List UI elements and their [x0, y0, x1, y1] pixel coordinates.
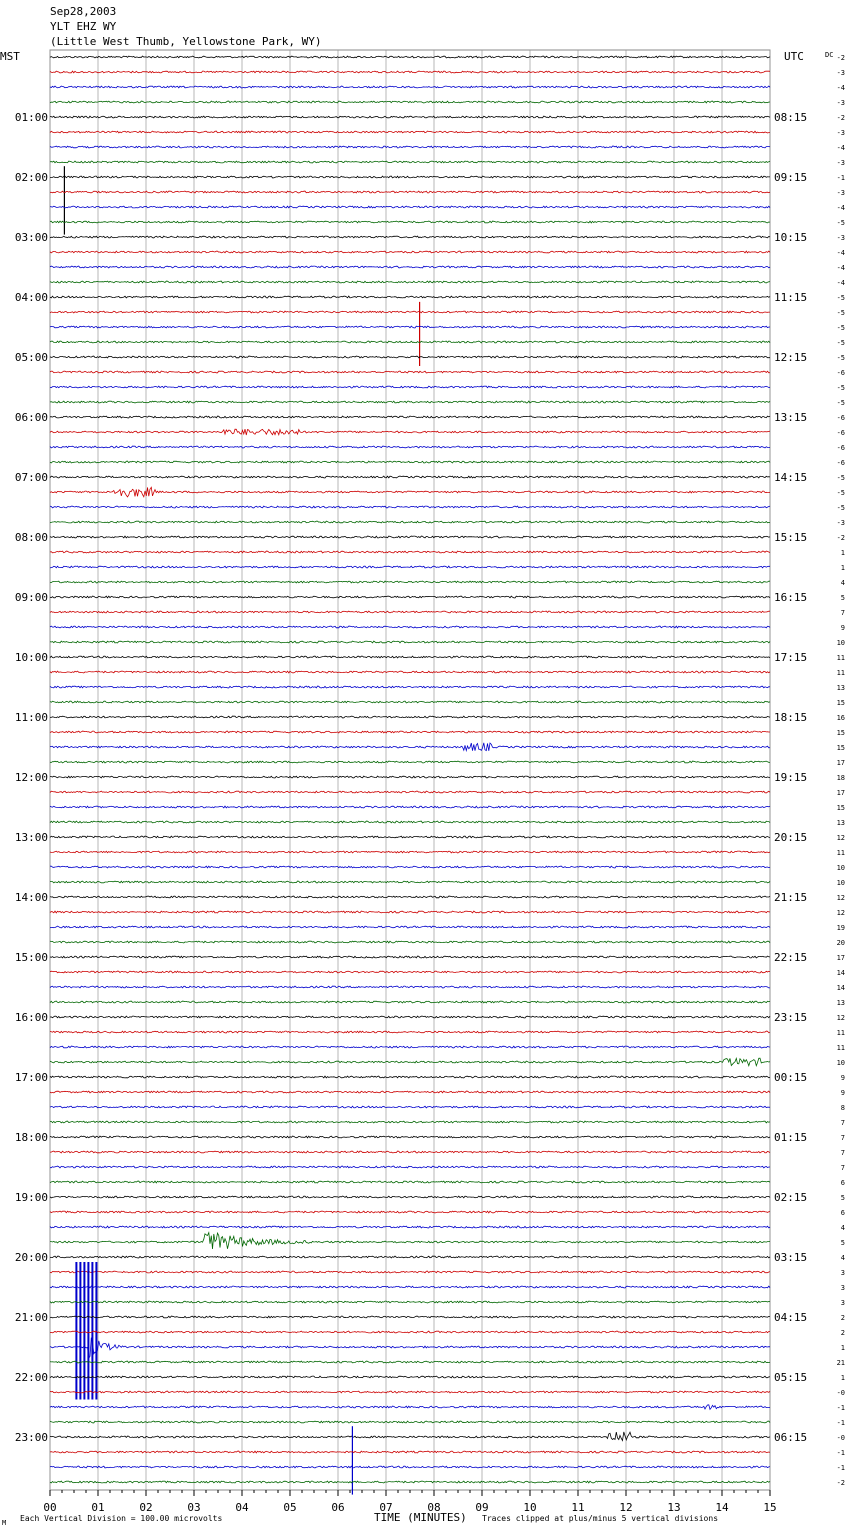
- trace-line-33: [50, 551, 770, 553]
- right-hour-label: 06:15: [774, 1431, 808, 1444]
- dc-offset-value: 9: [840, 624, 845, 632]
- trace-line-80: [50, 1256, 770, 1258]
- left-timezone-label: MST: [0, 50, 20, 63]
- trace-line-32: [50, 536, 770, 538]
- x-tick-label: 11: [571, 1501, 585, 1514]
- dc-offset-value: 3: [840, 1299, 845, 1307]
- dc-offset-value: 4: [840, 579, 845, 587]
- dc-offset-value: -0: [836, 1389, 845, 1397]
- trace-line-34: [50, 566, 770, 568]
- trace-line-85: [50, 1331, 770, 1333]
- trace-line-9: [50, 191, 770, 193]
- left-hour-label: 23:00: [14, 1431, 48, 1444]
- trace-line-31: [50, 521, 770, 523]
- dc-offset-value: 7: [840, 1134, 845, 1142]
- dc-offset-value: 2: [840, 1329, 845, 1337]
- trace-line-8: [50, 176, 770, 178]
- dc-offset-value: 1: [840, 1374, 845, 1382]
- trace-line-62: [50, 986, 770, 988]
- dc-offset-value: 11: [836, 1044, 845, 1052]
- dc-offset-value: 17: [836, 789, 845, 797]
- dc-offset-value: 12: [836, 894, 845, 902]
- dc-offset-value: -2: [836, 1479, 845, 1487]
- dc-offset-value: -2: [836, 534, 845, 542]
- dc-offset-value: 9: [840, 1074, 845, 1082]
- trace-line-1: [50, 71, 770, 73]
- scale-note: Each Vertical Division = 100.00 microvolts: [20, 1514, 223, 1523]
- dc-offset-header: DC: [825, 51, 834, 59]
- left-hour-label: 15:00: [14, 951, 48, 964]
- dc-offset-value: 17: [836, 954, 845, 962]
- trace-line-38: [50, 626, 770, 628]
- trace-line-30: [50, 506, 770, 508]
- trace-line-47: [50, 761, 770, 763]
- dc-offset-value: 7: [840, 609, 845, 617]
- trace-line-70: [50, 1106, 770, 1108]
- trace-line-23: [50, 401, 770, 403]
- trace-line-71: [50, 1121, 770, 1123]
- dc-offset-value: 12: [836, 1014, 845, 1022]
- x-tick-label: 02: [139, 1501, 153, 1514]
- left-hour-label: 17:00: [14, 1071, 48, 1084]
- x-tick-label: 14: [715, 1501, 729, 1514]
- right-hour-label: 02:15: [774, 1191, 808, 1204]
- trace-line-83: [50, 1301, 770, 1303]
- dc-offset-value: 11: [836, 849, 845, 857]
- dc-offset-value: 11: [836, 669, 845, 677]
- left-hour-label: 09:00: [14, 591, 48, 604]
- dc-offset-value: -6: [836, 369, 845, 377]
- dc-offset-value: 5: [840, 1239, 845, 1247]
- dc-offset-value: -1: [836, 1449, 845, 1457]
- right-hour-label: 00:15: [774, 1071, 808, 1084]
- dc-offset-value: -5: [836, 219, 845, 227]
- trace-line-15: [50, 281, 770, 283]
- dc-offset-value: 5: [840, 594, 845, 602]
- dc-offset-value: 6: [840, 1209, 845, 1217]
- right-hour-label: 09:15: [774, 171, 808, 184]
- trace-line-69: [50, 1091, 770, 1093]
- trace-line-75: [50, 1181, 770, 1183]
- dc-offset-value: 13: [836, 999, 845, 1007]
- dc-offset-value: -1: [836, 1404, 845, 1412]
- left-hour-label: 06:00: [14, 411, 48, 424]
- dc-offset-value: -5: [836, 294, 845, 302]
- x-tick-label: 03: [187, 1501, 201, 1514]
- dc-offset-value: 11: [836, 1029, 845, 1037]
- dc-offset-value: -5: [836, 399, 845, 407]
- trace-line-63: [50, 1001, 770, 1003]
- trace-line-50: [50, 806, 770, 808]
- x-tick-label: 01: [91, 1501, 105, 1514]
- dc-offset-value: 13: [836, 684, 845, 692]
- trace-line-20: [50, 356, 770, 358]
- trace-line-45: [50, 731, 770, 733]
- dc-offset-value: 10: [836, 879, 845, 887]
- trace-line-77: [50, 1211, 770, 1213]
- dc-offset-value: -6: [836, 459, 845, 467]
- dc-offset-value: 10: [836, 864, 845, 872]
- trace-line-73: [50, 1151, 770, 1153]
- trace-line-6: [50, 146, 770, 148]
- trace-line-57: [50, 911, 770, 913]
- dc-offset-value: -5: [836, 474, 845, 482]
- trace-line-94: [50, 1466, 770, 1468]
- dc-offset-value: 14: [836, 969, 845, 977]
- trace-line-28: [50, 476, 770, 478]
- trace-line-65: [50, 1031, 770, 1033]
- left-hour-label: 22:00: [14, 1371, 48, 1384]
- x-tick-label: 13: [667, 1501, 681, 1514]
- dc-offset-value: -4: [836, 249, 845, 257]
- trace-line-17: [50, 311, 770, 313]
- trace-line-18: [50, 326, 770, 328]
- trace-line-14: [50, 266, 770, 268]
- trace-line-42: [50, 686, 770, 688]
- trace-line-81: [50, 1271, 770, 1273]
- trace-line-39: [50, 641, 770, 643]
- trace-line-26: [50, 446, 770, 448]
- right-hour-label: 22:15: [774, 951, 808, 964]
- dc-offset-value: 15: [836, 699, 845, 707]
- dc-offset-value: 9: [840, 1089, 845, 1097]
- trace-line-78: [50, 1226, 770, 1228]
- dc-offset-value: -3: [836, 99, 845, 107]
- trace-line-43: [50, 701, 770, 703]
- dc-offset-value: 12: [836, 834, 845, 842]
- trace-line-37: [50, 611, 770, 613]
- dc-offset-value: -5: [836, 324, 845, 332]
- dc-offset-value: -6: [836, 414, 845, 422]
- trace-line-88: [50, 1376, 770, 1378]
- dc-offset-value: -5: [836, 309, 845, 317]
- dc-offset-value: 7: [840, 1149, 845, 1157]
- trace-line-5: [50, 131, 770, 133]
- dc-offset-value: 16: [836, 714, 845, 722]
- left-hour-label: 04:00: [14, 291, 48, 304]
- trace-line-19: [50, 341, 770, 343]
- corner-mark: M: [2, 1519, 7, 1527]
- trace-line-46: [50, 743, 770, 751]
- dc-offset-value: -5: [836, 354, 845, 362]
- right-hour-label: 18:15: [774, 711, 808, 724]
- trace-line-4: [50, 116, 770, 118]
- left-hour-label: 19:00: [14, 1191, 48, 1204]
- dc-offset-value: -0: [836, 1434, 845, 1442]
- trace-line-79: [50, 1233, 770, 1249]
- trace-line-61: [50, 971, 770, 973]
- dc-offset-value: -6: [836, 429, 845, 437]
- trace-line-64: [50, 1016, 770, 1018]
- trace-line-90: [50, 1405, 770, 1410]
- dc-offset-value: -6: [836, 444, 845, 452]
- dc-offset-value: -2: [836, 54, 845, 62]
- dc-offset-value: 7: [840, 1119, 845, 1127]
- right-hour-label: 23:15: [774, 1011, 808, 1024]
- left-hour-label: 14:00: [14, 891, 48, 904]
- dc-offset-value: 5: [840, 1194, 845, 1202]
- trace-line-54: [50, 866, 770, 868]
- left-hour-label: 21:00: [14, 1311, 48, 1324]
- dc-offset-value: -3: [836, 129, 845, 137]
- trace-line-27: [50, 461, 770, 463]
- dc-offset-value: -4: [836, 144, 845, 152]
- x-tick-label: 09: [475, 1501, 489, 1514]
- dc-offset-value: 7: [840, 1164, 845, 1172]
- x-tick-label: 12: [619, 1501, 633, 1514]
- trace-line-10: [50, 206, 770, 208]
- trace-line-24: [50, 416, 770, 418]
- dc-offset-value: -4: [836, 204, 845, 212]
- left-hour-label: 05:00: [14, 351, 48, 364]
- trace-line-68: [50, 1076, 770, 1078]
- trace-line-58: [50, 926, 770, 928]
- dc-offset-value: -4: [836, 264, 845, 272]
- dc-offset-value: 12: [836, 909, 845, 917]
- trace-line-84: [50, 1316, 770, 1318]
- right-hour-label: 16:15: [774, 591, 808, 604]
- trace-line-76: [50, 1196, 770, 1198]
- trace-line-29: [50, 487, 770, 497]
- trace-line-87: [50, 1361, 770, 1363]
- x-axis-label: TIME (MINUTES): [374, 1511, 467, 1524]
- right-hour-label: 04:15: [774, 1311, 808, 1324]
- dc-offset-value: 17: [836, 759, 845, 767]
- dc-offset-value: 11: [836, 654, 845, 662]
- dc-offset-value: 6: [840, 1179, 845, 1187]
- trace-line-0: [50, 56, 770, 58]
- x-tick-label: 04: [235, 1501, 249, 1514]
- trace-line-91: [50, 1421, 770, 1423]
- dc-offset-value: -1: [836, 1464, 845, 1472]
- dc-offset-value: 13: [836, 819, 845, 827]
- left-hour-label: 20:00: [14, 1251, 48, 1264]
- dc-offset-value: 19: [836, 924, 845, 932]
- dc-offset-value: 20: [836, 939, 845, 947]
- trace-line-51: [50, 821, 770, 823]
- right-hour-label: 21:15: [774, 891, 808, 904]
- left-hour-label: 10:00: [14, 651, 48, 664]
- x-tick-label: 05: [283, 1501, 297, 1514]
- trace-line-52: [50, 836, 770, 838]
- dc-offset-value: -1: [836, 1419, 845, 1427]
- dc-offset-value: 15: [836, 729, 845, 737]
- left-hour-label: 07:00: [14, 471, 48, 484]
- trace-line-44: [50, 716, 770, 718]
- trace-line-92: [50, 1432, 770, 1441]
- trace-line-49: [50, 791, 770, 793]
- dc-offset-value: -3: [836, 234, 845, 242]
- trace-line-89: [50, 1391, 770, 1393]
- trace-line-12: [50, 236, 770, 238]
- trace-line-21: [50, 371, 770, 373]
- left-hour-label: 18:00: [14, 1131, 48, 1144]
- trace-line-82: [50, 1286, 770, 1288]
- trace-line-48: [50, 776, 770, 778]
- dc-offset-value: 1: [840, 564, 845, 572]
- trace-line-2: [50, 86, 770, 88]
- right-hour-label: 17:15: [774, 651, 808, 664]
- right-hour-label: 01:15: [774, 1131, 808, 1144]
- right-hour-label: 03:15: [774, 1251, 808, 1264]
- x-tick-label: 15: [763, 1501, 777, 1514]
- dc-offset-value: -3: [836, 189, 845, 197]
- dc-offset-value: 2: [840, 1314, 845, 1322]
- right-hour-label: 15:15: [774, 531, 808, 544]
- dc-offset-value: -3: [836, 519, 845, 527]
- x-tick-label: 00: [43, 1501, 57, 1514]
- dc-offset-value: -4: [836, 279, 845, 287]
- trace-line-74: [50, 1166, 770, 1168]
- trace-line-40: [50, 656, 770, 658]
- right-hour-label: 11:15: [774, 291, 808, 304]
- trace-line-66: [50, 1046, 770, 1048]
- dc-offset-value: 18: [836, 774, 845, 782]
- right-hour-label: 12:15: [774, 351, 808, 364]
- trace-line-59: [50, 941, 770, 943]
- trace-line-60: [50, 956, 770, 958]
- trace-line-7: [50, 161, 770, 163]
- trace-line-72: [50, 1136, 770, 1138]
- left-hour-label: 16:00: [14, 1011, 48, 1024]
- dc-offset-value: -3: [836, 159, 845, 167]
- x-tick-label: 07: [379, 1501, 393, 1514]
- left-hour-label: 01:00: [14, 111, 48, 124]
- station-code: YLT EHZ WY: [50, 20, 117, 33]
- dc-offset-value: -3: [836, 69, 845, 77]
- dc-offset-value: 4: [840, 1224, 845, 1232]
- trace-line-95: [50, 1481, 770, 1483]
- trace-line-11: [50, 221, 770, 223]
- right-hour-label: 08:15: [774, 111, 808, 124]
- dc-offset-value: 1: [840, 1344, 845, 1352]
- right-hour-label: 14:15: [774, 471, 808, 484]
- dc-offset-value: -5: [836, 504, 845, 512]
- x-tick-label: 08: [427, 1501, 441, 1514]
- left-hour-label: 03:00: [14, 231, 48, 244]
- trace-line-86: [50, 1338, 770, 1359]
- dc-offset-value: -5: [836, 489, 845, 497]
- trace-line-35: [50, 581, 770, 583]
- dc-offset-value: 14: [836, 984, 845, 992]
- left-hour-label: 13:00: [14, 831, 48, 844]
- dc-offset-value: 1: [840, 549, 845, 557]
- dc-offset-value: 15: [836, 744, 845, 752]
- trace-line-93: [50, 1451, 770, 1453]
- trace-line-67: [50, 1058, 770, 1066]
- trace-line-41: [50, 671, 770, 673]
- right-timezone-label: UTC: [784, 50, 804, 63]
- trace-line-22: [50, 386, 770, 388]
- dc-offset-value: 3: [840, 1269, 845, 1277]
- right-hour-label: 19:15: [774, 771, 808, 784]
- right-hour-label: 10:15: [774, 231, 808, 244]
- dc-offset-value: 4: [840, 1254, 845, 1262]
- dc-offset-value: 8: [840, 1104, 845, 1112]
- right-hour-label: 20:15: [774, 831, 808, 844]
- left-hour-label: 12:00: [14, 771, 48, 784]
- dc-offset-value: -2: [836, 114, 845, 122]
- dc-offset-value: 15: [836, 804, 845, 812]
- trace-line-25: [50, 429, 770, 435]
- dc-offset-value: -5: [836, 339, 845, 347]
- dc-offset-value: 10: [836, 1059, 845, 1067]
- dc-offset-value: -5: [836, 384, 845, 392]
- right-hour-label: 05:15: [774, 1371, 808, 1384]
- trace-line-56: [50, 896, 770, 898]
- clip-note: Traces clipped at plus/minus 5 vertical divisions: [482, 1514, 719, 1523]
- trace-line-3: [50, 101, 770, 103]
- left-hour-label: 02:00: [14, 171, 48, 184]
- left-hour-label: 11:00: [14, 711, 48, 724]
- dc-offset-value: 3: [840, 1284, 845, 1292]
- dc-offset-value: 10: [836, 639, 845, 647]
- dc-offset-value: -1: [836, 174, 845, 182]
- left-hour-label: 08:00: [14, 531, 48, 544]
- x-tick-label: 10: [523, 1501, 537, 1514]
- right-hour-label: 13:15: [774, 411, 808, 424]
- plot-frame: [50, 50, 770, 1490]
- trace-line-53: [50, 851, 770, 853]
- record-date: Sep28,2003: [50, 5, 117, 18]
- trace-line-16: [50, 296, 770, 298]
- x-tick-label: 06: [331, 1501, 345, 1514]
- trace-line-13: [50, 251, 770, 253]
- trace-line-36: [50, 596, 770, 598]
- trace-line-55: [50, 881, 770, 883]
- dc-offset-value: -4: [836, 84, 845, 92]
- station-location: (Little West Thumb, Yellowstone Park, WY): [50, 35, 322, 48]
- dc-offset-value: 21: [836, 1359, 845, 1367]
